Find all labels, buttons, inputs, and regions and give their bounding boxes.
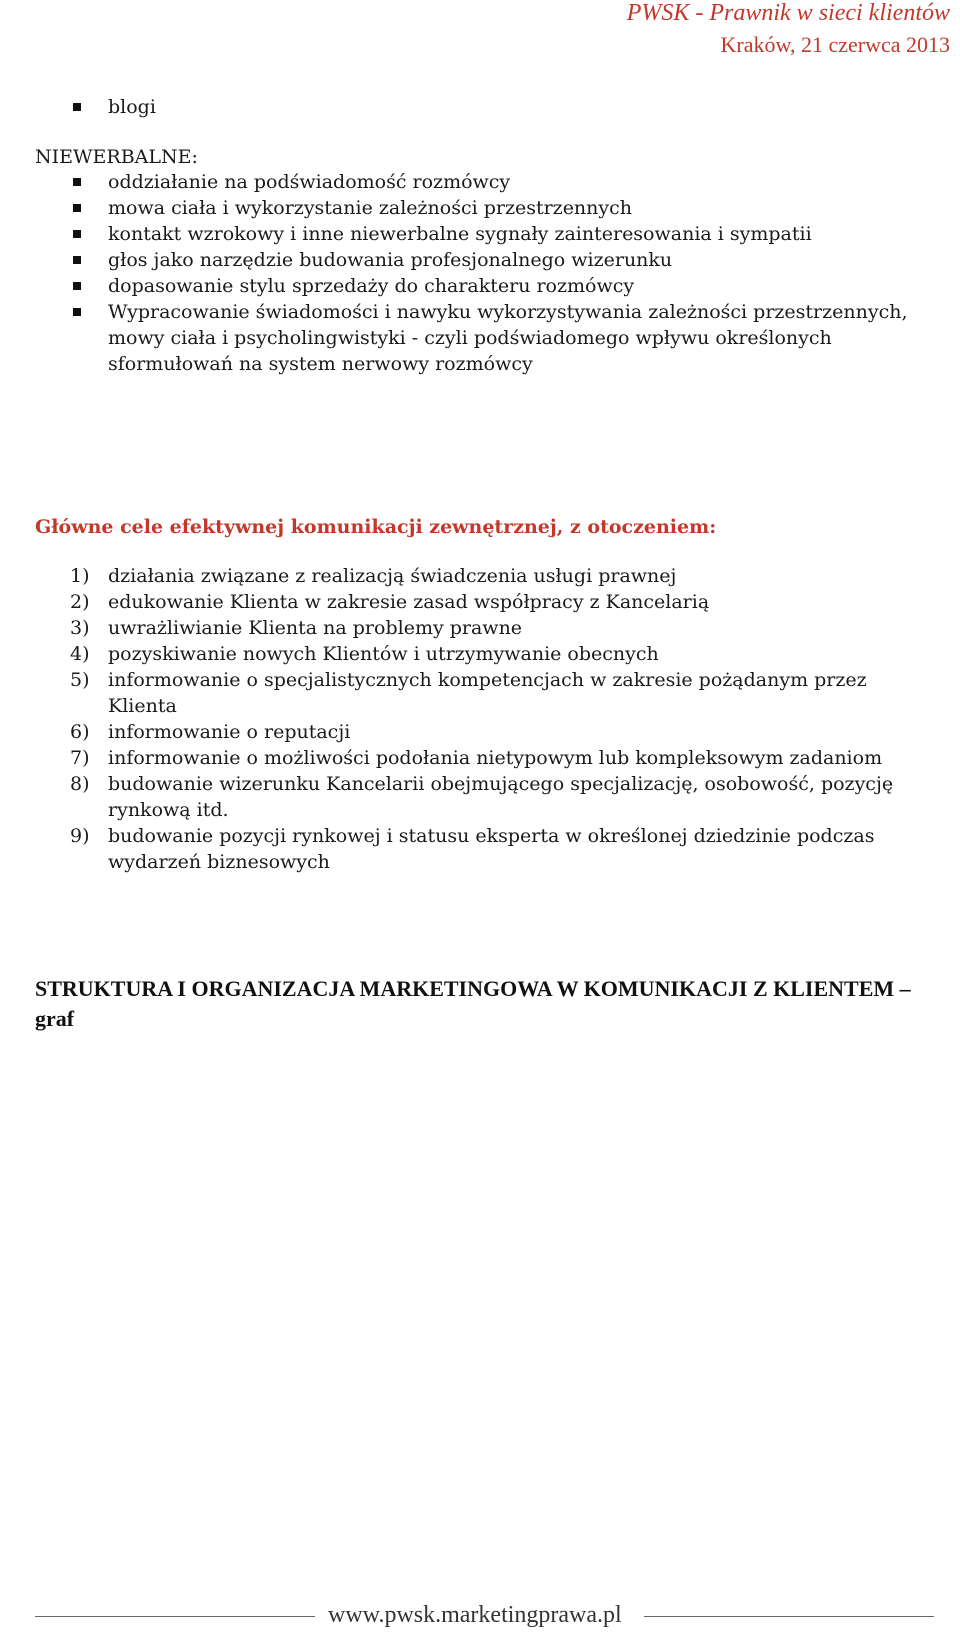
list-item-text: kontakt wzrokowy i inne niewerbalne sygnały zainteresowania i sympatii bbox=[108, 223, 812, 245]
list-item bbox=[35, 589, 915, 615]
list-item-text: budowanie wizerunku Kancelarii obejmującego specjalizację, osobowość, pozycję rynkową itd. bbox=[108, 773, 894, 821]
square-bullet-icon bbox=[73, 204, 81, 212]
list-item-text: informowanie o możliwości podołania nietypowym lub kompleksowym zadaniom bbox=[108, 747, 883, 769]
list-item bbox=[35, 667, 915, 719]
list-item-text: działania związane z realizacją świadczenia usługi prawnej bbox=[108, 565, 677, 587]
list-item bbox=[35, 771, 915, 823]
list-number: 3) bbox=[70, 617, 90, 639]
list-item-text: Wypracowanie świadomości i nawyku wykorzystywania zależności przestrzennych, mowy ciała i psycholingwistyki - czyli podświadomego wpływu określonych sformułowań na system nerwowy rozmówcy bbox=[108, 301, 908, 375]
list-item-text: budowanie pozycji rynkowej i statusu eksperta w określonej dziedzinie podczas wydarzeń biznesowych bbox=[108, 825, 875, 873]
list-item bbox=[35, 745, 915, 771]
square-bullet-icon bbox=[73, 178, 81, 186]
list-number: 4) bbox=[70, 643, 90, 665]
list-item bbox=[35, 195, 915, 221]
list-item bbox=[35, 247, 915, 273]
footer-divider-left bbox=[35, 1616, 315, 1617]
list-item bbox=[35, 299, 915, 377]
list-item bbox=[35, 94, 915, 120]
list-item-text: oddziałanie na podświadomość rozmówcy bbox=[108, 171, 511, 193]
square-bullet-icon bbox=[73, 256, 81, 264]
footer bbox=[0, 1602, 960, 1632]
list-number: 1) bbox=[70, 565, 90, 587]
list-item bbox=[35, 273, 915, 299]
list-item bbox=[35, 719, 915, 745]
list-number: 9) bbox=[70, 825, 90, 847]
list-item-text: informowanie o reputacji bbox=[108, 721, 351, 743]
square-bullet-icon bbox=[73, 103, 81, 111]
header-title: PWSK - Prawnik w sieci klientów bbox=[626, 0, 950, 26]
list-item-text: uwrażliwianie Klienta na problemy prawne bbox=[108, 617, 523, 639]
list-item bbox=[35, 641, 915, 667]
nonverbal-label: NIEWERBALNE: bbox=[35, 146, 198, 168]
list-item-text: informowanie o specjalistycznych kompetencjach w zakresie pożądanym przez Klienta bbox=[108, 669, 867, 717]
square-bullet-icon bbox=[73, 308, 81, 316]
square-bullet-icon bbox=[73, 230, 81, 238]
list-item-text: dopasowanie stylu sprzedaży do charakteru rozmówcy bbox=[108, 275, 635, 297]
header-date: Kraków, 21 czerwca 2013 bbox=[720, 32, 950, 57]
list-number: 8) bbox=[70, 773, 90, 795]
nonverbal-list bbox=[35, 169, 915, 377]
square-bullet-icon bbox=[73, 282, 81, 290]
list-number: 6) bbox=[70, 721, 90, 743]
list-item-text: mowa ciała i wykorzystanie zależności przestrzennych bbox=[108, 197, 633, 219]
goals-list bbox=[35, 563, 915, 875]
top-bullet-list bbox=[35, 94, 915, 120]
footer-divider-right bbox=[644, 1616, 934, 1617]
list-item bbox=[35, 615, 915, 641]
list-number: 5) bbox=[70, 669, 90, 691]
goals-heading: Główne cele efektywnej komunikacji zewnętrznej, z otoczeniem: bbox=[35, 516, 717, 538]
list-item bbox=[35, 221, 915, 247]
list-number: 2) bbox=[70, 591, 90, 613]
footer-url: www.pwsk.marketingprawa.pl bbox=[328, 1602, 622, 1628]
list-item-text: blogi bbox=[108, 96, 156, 118]
list-item bbox=[35, 169, 915, 195]
list-item-text: pozyskiwanie nowych Klientów i utrzymywanie obecnych bbox=[108, 643, 659, 665]
structure-heading: STRUKTURA I ORGANIZACJA MARKETINGOWA W KOMUNIKACJI Z KLIENTEM – graf bbox=[35, 976, 911, 1031]
list-item-text: edukowanie Klienta w zakresie zasad współpracy z Kancelarią bbox=[108, 591, 710, 613]
list-number: 7) bbox=[70, 747, 90, 769]
list-item-text: głos jako narzędzie budowania profesjonalnego wizerunku bbox=[108, 249, 673, 271]
list-item bbox=[35, 823, 915, 875]
list-item bbox=[35, 563, 915, 589]
